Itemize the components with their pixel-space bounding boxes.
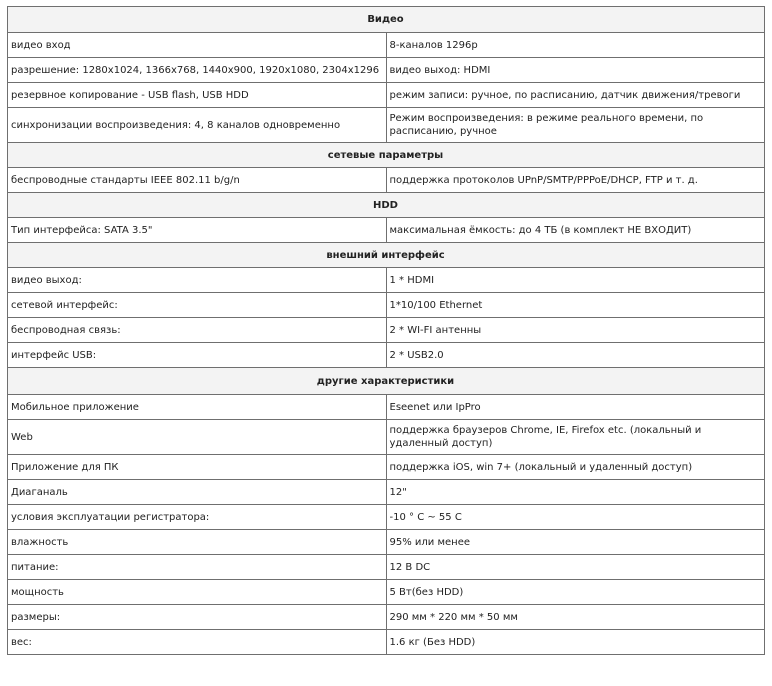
table-row <box>8 268 765 293</box>
spec-label: видео вход <box>8 33 387 58</box>
spec-value: 1*10/100 Ethernet <box>386 293 765 318</box>
section-title: другие характеристики <box>8 368 765 395</box>
spec-label: сетевой интерфейс: <box>8 293 387 318</box>
table-row <box>8 58 765 83</box>
section-header-external-interface <box>8 243 765 268</box>
spec-value: 1.6 кг (Без HDD) <box>386 630 765 655</box>
spec-label: Приложение для ПК <box>8 455 387 480</box>
spec-label: интерфейс USB: <box>8 343 387 368</box>
spec-label: влажность <box>8 530 387 555</box>
table-row <box>8 343 765 368</box>
spec-label: Диаганаль <box>8 480 387 505</box>
section-header-hdd <box>8 193 765 218</box>
spec-label: беспроводная связь: <box>8 318 387 343</box>
spec-value: видео выход: HDMI <box>386 58 765 83</box>
spec-value: поддержка браузеров Chrome, IE, Firefox etc. (локальный и удаленный доступ) <box>386 420 765 455</box>
spec-value: 95% или менее <box>386 530 765 555</box>
section-header-video <box>8 7 765 33</box>
table-row <box>8 168 765 193</box>
table-row <box>8 580 765 605</box>
spec-label: разрешение: 1280x1024, 1366x768, 1440x900, 1920x1080, 2304x1296 <box>8 58 387 83</box>
spec-value: Режим воспроизведения: в режиме реального времени, по расписанию, ручное <box>386 108 765 143</box>
spec-label: резервное копирование - USB flash, USB HDD <box>8 83 387 108</box>
section-header-network <box>8 143 765 168</box>
table-row <box>8 530 765 555</box>
section-title: сетевые параметры <box>8 143 765 168</box>
table-row <box>8 293 765 318</box>
spec-label: вес: <box>8 630 387 655</box>
spec-label: Тип интерфейса: SATA 3.5" <box>8 218 387 243</box>
table-row <box>8 455 765 480</box>
section-title: внешний интерфейс <box>8 243 765 268</box>
table-row <box>8 108 765 143</box>
table-row <box>8 318 765 343</box>
spec-value: 8-каналов 1296p <box>386 33 765 58</box>
spec-value: поддержка протоколов UPnP/SMTP/PPPoE/DHCP, FTP и т. д. <box>386 168 765 193</box>
spec-value: 2 * WI-FI антенны <box>386 318 765 343</box>
table-row <box>8 505 765 530</box>
spec-table <box>7 6 765 655</box>
spec-value: максимальная ёмкость: до 4 ТБ (в комплект НЕ ВХОДИТ) <box>386 218 765 243</box>
spec-value: Eseenet или IpPro <box>386 395 765 420</box>
spec-value: поддержка iOS, win 7+ (локальный и удаленный доступ) <box>386 455 765 480</box>
spec-label: Мобильное приложение <box>8 395 387 420</box>
spec-label: синхронизации воспроизведения: 4, 8 каналов одновременно <box>8 108 387 143</box>
section-header-other <box>8 368 765 395</box>
spec-label: питание: <box>8 555 387 580</box>
spec-label: Web <box>8 420 387 455</box>
spec-label: мощность <box>8 580 387 605</box>
table-row <box>8 420 765 455</box>
table-row <box>8 605 765 630</box>
spec-value: 5 Вт(без HDD) <box>386 580 765 605</box>
table-row <box>8 83 765 108</box>
section-title: Видео <box>8 7 765 33</box>
spec-value: 12" <box>386 480 765 505</box>
spec-value: 1 * HDMI <box>386 268 765 293</box>
table-row <box>8 395 765 420</box>
spec-label: размеры: <box>8 605 387 630</box>
spec-value: 2 * USB2.0 <box>386 343 765 368</box>
table-row <box>8 218 765 243</box>
table-row <box>8 630 765 655</box>
spec-sheet <box>7 6 765 655</box>
section-title: HDD <box>8 193 765 218</box>
spec-label: видео выход: <box>8 268 387 293</box>
spec-value: -10 ° C ~ 55 C <box>386 505 765 530</box>
spec-label: беспроводные стандарты IEEE 802.11 b/g/n <box>8 168 387 193</box>
spec-value: 290 мм * 220 мм * 50 мм <box>386 605 765 630</box>
spec-label: условия эксплуатации регистратора: <box>8 505 387 530</box>
table-row <box>8 33 765 58</box>
spec-value: режим записи: ручное, по расписанию, датчик движения/тревоги <box>386 83 765 108</box>
spec-value: 12 В DC <box>386 555 765 580</box>
table-row <box>8 480 765 505</box>
table-row <box>8 555 765 580</box>
